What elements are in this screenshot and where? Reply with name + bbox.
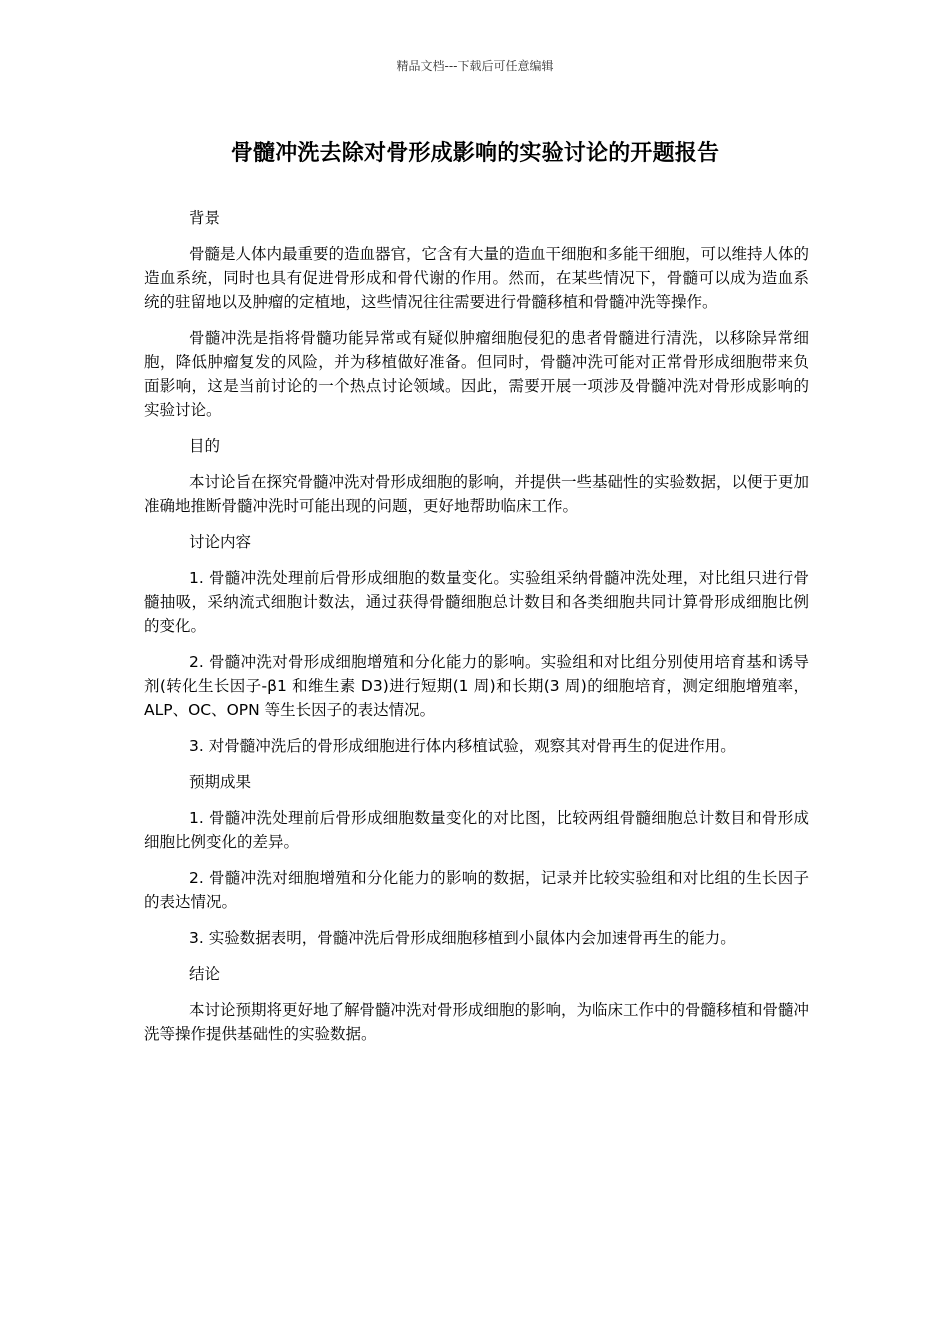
header-note: 精品文档---下载后可任意编辑 bbox=[396, 59, 554, 73]
list-item: 3. 实验数据表明，骨髓冲洗后骨形成细胞移植到小鼠体内会加速骨再生的能力。 bbox=[189, 929, 736, 947]
document-title: 骨髓冲洗去除对骨形成影响的实验讨论的开题报告 bbox=[230, 141, 720, 166]
list-item: 2. 骨髓冲洗对骨形成细胞增殖和分化能力的影响。实验组和对比组分别使用培育基和诱导剂(转化生长因子-β1 和维生素 D3)进行短期(1 周)和长期(3 周)的细胞培育，测定细胞增殖率，ALP、OC、OPN 等生长因子的表达情况。 bbox=[144, 653, 809, 719]
list-item: 3. 对骨髓冲洗后的骨形成细胞进行体内移植试验，观察其对骨再生的促进作用。 bbox=[189, 737, 736, 755]
section-heading-content: 讨论内容 bbox=[189, 533, 252, 551]
list-item: 2. 骨髓冲洗对细胞增殖和分化能力的影响的数据，记录并比较实验组和对比组的生长因子的表达情况。 bbox=[144, 869, 809, 911]
paragraph: 本讨论预期将更好地了解骨髓冲洗对骨形成细胞的影响，为临床工作中的骨髓移植和骨髓冲洗等操作提供基础性的实验数据。 bbox=[144, 1001, 810, 1043]
section-heading-expected: 预期成果 bbox=[189, 773, 252, 791]
paragraph: 本讨论旨在探究骨髓冲洗对骨形成细胞的影响，并提供一些基础性的实验数据，以便于更加准确地推断骨髓冲洗时可能出现的问题，更好地帮助临床工作。 bbox=[144, 473, 810, 515]
document-body bbox=[144, 206, 809, 1058]
section-heading-background: 背景 bbox=[189, 209, 221, 227]
section-heading-purpose: 目的 bbox=[189, 437, 221, 455]
list-item: 1. 骨髓冲洗处理前后骨形成细胞数量变化的对比图，比较两组骨髓细胞总计数目和骨形成细胞比例变化的差异。 bbox=[144, 809, 809, 851]
paragraph: 骨髓冲洗是指将骨髓功能异常或有疑似肿瘤细胞侵犯的患者骨髓进行清洗，以移除异常细胞，降低肿瘤复发的风险，并为移植做好准备。但同时，骨髓冲洗可能对正常骨形成细胞带来负面影响，这是当前讨论的一个热点讨论领域。因此，需要开展一项涉及骨髓冲洗对骨形成影响的实验讨论。 bbox=[144, 329, 809, 419]
section-heading-conclusion: 结论 bbox=[189, 965, 221, 983]
list-item: 1. 骨髓冲洗处理前后骨形成细胞的数量变化。实验组采纳骨髓冲洗处理，对比组只进行骨髓抽吸，采纳流式细胞计数法，通过获得骨髓细胞总计数目和各类细胞共同计算骨形成细胞比例的变化。 bbox=[144, 569, 809, 635]
paragraph: 骨髓是人体内最重要的造血器官，它含有大量的造血干细胞和多能干细胞，可以维持人体的造血系统，同时也具有促进骨形成和骨代谢的作用。然而，在某些情况下，骨髓可以成为造血系统的驻留地以及肿瘤的定植地，这些情况往往需要进行骨髓移植和骨髓冲洗等操作。 bbox=[144, 245, 810, 311]
